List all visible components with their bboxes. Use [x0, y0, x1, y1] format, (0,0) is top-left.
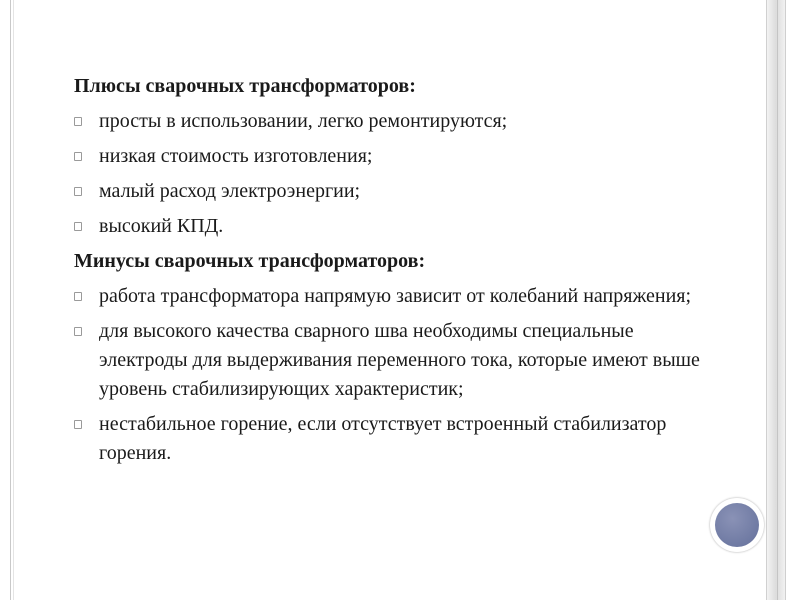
cons-heading: Минусы сварочных трансформаторов: — [74, 250, 426, 272]
blue-circle-fill — [715, 503, 759, 547]
pros-list-item — [74, 177, 704, 206]
pros-item-text: высокий КПД. — [99, 215, 224, 237]
pros-list-item — [74, 107, 704, 136]
left-border-line-inner — [13, 0, 14, 600]
right-frame-line — [777, 0, 778, 600]
cons-list-item — [74, 282, 704, 311]
pros-item-text: просты в использовании, легко ремонтируются; — [99, 110, 508, 132]
pros-item-text: малый расход электроэнергии; — [99, 180, 361, 202]
square-bullet-icon — [74, 152, 82, 161]
slide-content — [74, 72, 704, 474]
square-bullet-icon — [74, 222, 82, 231]
cons-item-text: для высокого качества сварного шва необходимы специальные электроды для выдерживания переменного тока, которые имеют выше уровень стабилизирующих характеристик; — [99, 320, 700, 400]
square-bullet-icon — [74, 292, 82, 301]
cons-item-text: нестабильное горение, если отсутствует встроенный стабилизатор горения. — [99, 413, 667, 464]
cons-list-item — [74, 410, 704, 468]
square-bullet-icon — [74, 187, 82, 196]
square-bullet-icon — [74, 327, 82, 336]
cons-list-item — [74, 317, 704, 404]
pros-item-text: низкая стоимость изготовления; — [99, 145, 373, 167]
square-bullet-icon — [74, 117, 82, 126]
right-frame-bar — [766, 0, 786, 600]
left-border-line — [10, 0, 11, 600]
pros-heading: Плюсы сварочных трансформаторов: — [74, 75, 416, 97]
cons-item-text: работа трансформатора напрямую зависит от колебаний напряжения; — [99, 285, 692, 307]
pros-list-item — [74, 212, 704, 241]
blue-circle-icon — [710, 498, 764, 552]
square-bullet-icon — [74, 420, 82, 429]
pros-list-item — [74, 142, 704, 171]
